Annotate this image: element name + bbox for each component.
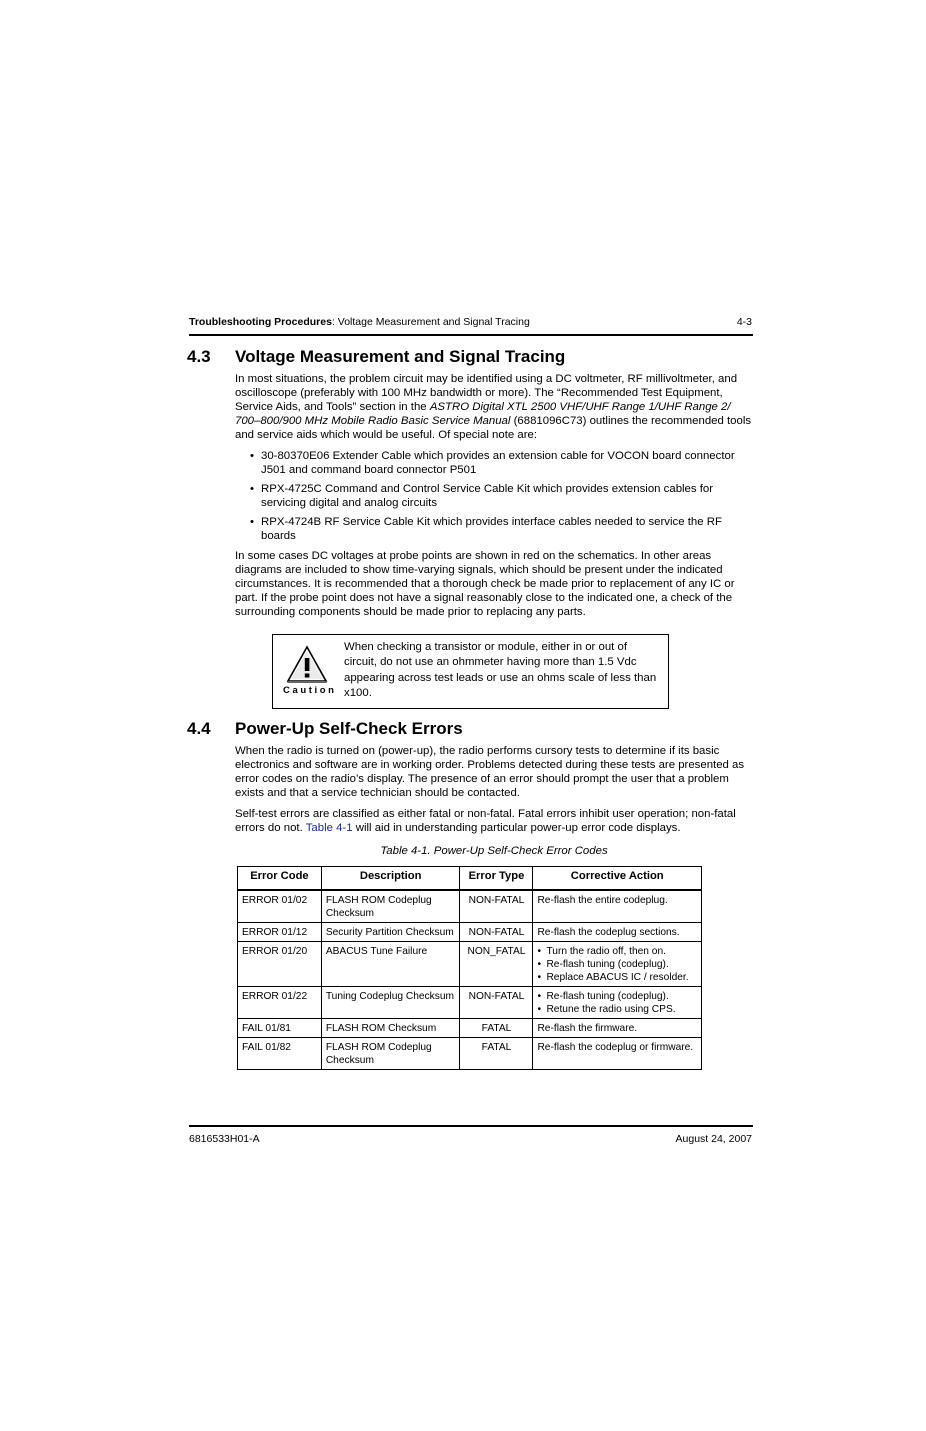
- error-code-cell: ERROR 01/12: [238, 923, 322, 942]
- caution-label: Caution: [283, 685, 337, 696]
- column-header: Description: [321, 867, 460, 891]
- column-header: Error Type: [460, 867, 533, 891]
- page-footer: [189, 1133, 752, 1145]
- error-code-cell: FAIL 01/82: [238, 1038, 322, 1070]
- caution-text: When checking a transistor or module, either in or out of circuit, do not use an ohmmeter having more than 1.5 Vdc appearing across test leads or use an ohms scale of less than x100.: [344, 641, 657, 700]
- corrective-action-cell: [533, 942, 702, 987]
- column-header: Error Code: [238, 867, 322, 891]
- list-item: • RPX-4725C Command and Control Service Cable Kit which provides extension cables for servicing digital and analog circuits: [235, 482, 753, 510]
- header-section-name: Troubleshooting Procedures: [189, 316, 332, 328]
- error-codes-table: [237, 866, 702, 1070]
- description-cell: FLASH ROM Codeplug Checksum: [321, 890, 460, 923]
- header-page-number: 4-3: [736, 316, 752, 328]
- section-number: 4.3: [187, 347, 211, 366]
- error-code-cell: FAIL 01/81: [238, 1019, 322, 1038]
- error-type-cell: NON-FATAL: [460, 923, 533, 942]
- action-item: • Retune the radio using CPS.: [537, 1003, 697, 1016]
- section-number: 4.4: [187, 719, 211, 738]
- error-code-cell: ERROR 01/20: [238, 942, 322, 987]
- description-cell: Security Partition Checksum: [321, 923, 460, 942]
- section-title: Power-Up Self-Check Errors: [235, 719, 463, 738]
- header-rule: [189, 334, 753, 336]
- intro-text-a: In most situations, the problem circuit may be identified using a DC voltmeter, RF millivoltmeter, and oscilloscope (preferably with 100 MHz bandwidth or more). The “Recommended Test Equipment, Service Aids, and Tools” section in the: [235, 373, 738, 413]
- section-title: Voltage Measurement and Signal Tracing: [235, 347, 566, 366]
- intro-text-b: (6881096C73) outlines the recommended tools and service aids which would be useful. Of special note are:: [235, 415, 752, 441]
- action-item: • Replace ABACUS IC / resolder.: [537, 971, 697, 984]
- table-row: [238, 942, 702, 987]
- publication-date: August 24, 2007: [675, 1133, 752, 1145]
- running-header: [189, 316, 752, 328]
- error-type-cell: FATAL: [460, 1038, 533, 1070]
- action-item: • Re-flash tuning (codeplug).: [537, 990, 697, 1003]
- error-type-cell: NON-FATAL: [460, 987, 533, 1019]
- error-type-cell: NON_FATAL: [460, 942, 533, 987]
- corrective-action-cell: Re-flash the firmware.: [533, 1019, 702, 1038]
- warning-triangle-icon: [285, 645, 329, 685]
- corrective-action-cell: Re-flash the codeplug sections.: [533, 923, 702, 942]
- table-4-1-link[interactable]: Table 4-1: [305, 822, 353, 834]
- list-item: • 30-80370E06 Extender Cable which provides an extension cable for VOCON board connector J501 and command board connector P501: [235, 449, 753, 477]
- corrective-action-cell: Re-flash the entire codeplug.: [533, 890, 702, 923]
- list-item: • RPX-4724B RF Service Cable Kit which provides interface cables needed to service the RF boards: [235, 515, 753, 543]
- section-4-3-body: [235, 372, 753, 619]
- intro-paragraph: [235, 372, 753, 442]
- document-number: 6816533H01-A: [189, 1133, 260, 1145]
- error-code-cell: ERROR 01/22: [238, 987, 322, 1019]
- self-test-text-b: will aid in understanding particular power-up error code displays.: [352, 822, 681, 834]
- table-header-row: [238, 867, 702, 891]
- corrective-action-cell: [533, 987, 702, 1019]
- power-up-paragraph: When the radio is turned on (power-up), the radio performs cursory tests to determine if its basic electronics and software are in working order. Problems detected during these tests are presented as error codes on the radio’s display. The presence of an error should prompt the user that a problem exists and that a service technician should be contacted.: [235, 745, 745, 799]
- header-section-subtitle: : Voltage Measurement and Signal Tracing: [331, 316, 530, 328]
- action-item: • Turn the radio off, then on.: [537, 945, 697, 958]
- error-type-cell: FATAL: [460, 1019, 533, 1038]
- self-test-paragraph: [235, 807, 753, 835]
- description-cell: Tuning Codeplug Checksum: [321, 987, 460, 1019]
- description-cell: FLASH ROM Codeplug Checksum: [321, 1038, 460, 1070]
- description-cell: FLASH ROM Checksum: [321, 1019, 460, 1038]
- equipment-list: [235, 449, 753, 543]
- self-test-text-a: Self-test errors are classified as either fatal or non-fatal. Fatal errors inhibit user operation; non-fatal errors do not.: [235, 808, 736, 834]
- error-code-cell: ERROR 01/02: [238, 890, 322, 923]
- table-caption: Table 4-1. Power-Up Self-Check Error Codes: [380, 845, 608, 857]
- table-row: [238, 1038, 702, 1070]
- table-row: [238, 987, 702, 1019]
- corrective-action-cell: Re-flash the codeplug or firmware.: [533, 1038, 702, 1070]
- caution-box: [272, 634, 669, 709]
- column-header: Corrective Action: [533, 867, 702, 891]
- error-type-cell: NON-FATAL: [460, 890, 533, 923]
- action-item: • Re-flash tuning (codeplug).: [537, 958, 697, 971]
- probe-points-paragraph: In some cases DC voltages at probe points are shown in red on the schematics. In other areas diagrams are included to show time-varying signals, which should be present under the indicated circumstances. It is recommended that a thorough check be made prior to replacement of any IC or part. If the probe point does not have a signal reasonably close to the indicated one, a check of the surrounding components should be made prior to replacing any parts.: [235, 550, 735, 618]
- table-row: [238, 890, 702, 923]
- table-row: [238, 1019, 702, 1038]
- description-cell: ABACUS Tune Failure: [321, 942, 460, 987]
- footer-rule: [189, 1125, 753, 1127]
- manual-title: ASTRO Digital XTL 2500 VHF/UHF Range 1/UHF Range 2/ 700–800/900 MHz Mobile Radio Basic Service Manual: [235, 401, 731, 427]
- table-row: [238, 923, 702, 942]
- section-4-4-body: [235, 744, 753, 835]
